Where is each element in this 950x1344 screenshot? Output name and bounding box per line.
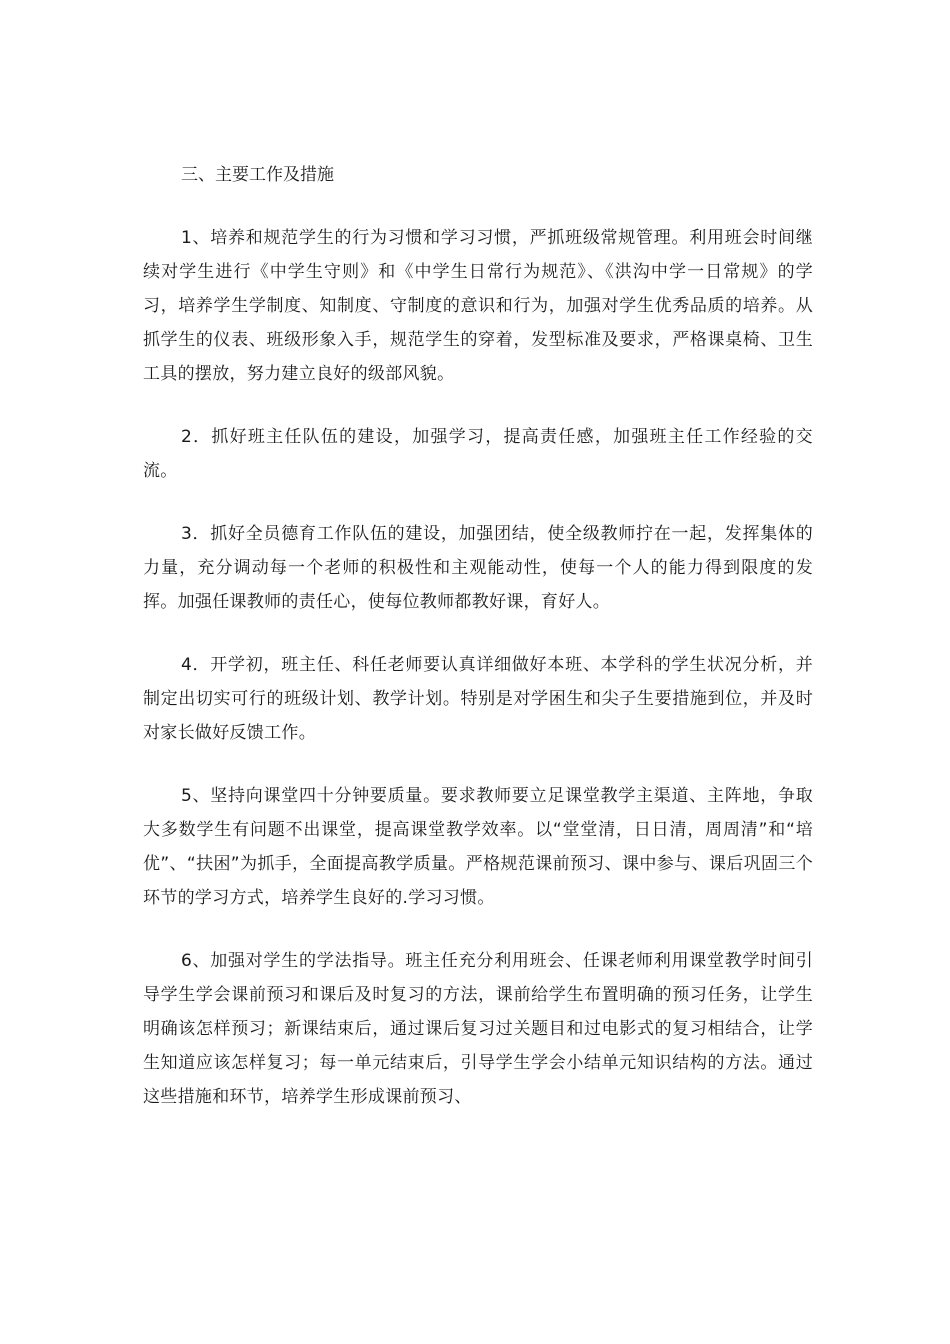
paragraph-6: 6、加强对学生的学法指导。班主任充分利用班会、任课老师利用课堂教学时间引导学生学会课前预习和课后及时复习的方法，课前给学生布置明确的预习任务，让学生明确该怎样预习；新课结束后，通过课后复习过关题目和过电影式的复习相结合，让学生知道应该怎样复习；每一单元结束后，引导学生学会小结单元知识结构的方法。通过这些措施和环节，培养学生形成课前预习、	[143, 951, 813, 1107]
paragraph-4: 4．开学初，班主任、科任老师要认真详细做好本班、本学科的学生状况分析，并制定出切实可行的班级计划、教学计划。特别是对学困生和尖子生要措施到位，并及时对家长做好反馈工作。	[143, 655, 813, 743]
paragraph-1: 1、培养和规范学生的行为习惯和学习习惯，严抓班级常规管理。利用班会时间继续对学生进行《中学生守则》和《中学生日常行为规范》、《洪沟中学一日常规》的学习，培养学生学制度、知制度、守制度的意识和行为，加强对学生优秀品质的培养。从抓学生的仪表、班级形象入手，规范学生的穿着，发型标准及要求，严格课桌椅、卫生工具的摆放，努力建立良好的级部风貌。	[143, 228, 813, 384]
paragraph-3: 3．抓好全员德育工作队伍的建设，加强团结，使全级教师拧在一起，发挥集体的力量，充分调动每一个老师的积极性和主观能动性，使每一个人的能力得到限度的发挥。加强任课教师的责任心，使每位教师都教好课，育好人。	[143, 524, 813, 612]
paragraph-2: 2．抓好班主任队伍的建设，加强学习，提高责任感，加强班主任工作经验的交流。	[143, 427, 813, 481]
section-heading: 三、主要工作及措施	[181, 165, 334, 185]
document-body	[143, 158, 813, 1114]
paragraph-5: 5、坚持向课堂四十分钟要质量。要求教师要立足课堂教学主渠道、主阵地，争取大多数学生有问题不出课堂，提高课堂教学效率。以“堂堂清，日日清，周周清”和“培优”、“扶困”为抓手，全面提高教学质量。严格规范课前预习、课中参与、课后巩固三个环节的学习方式，培养学生良好的.学习习惯。	[143, 786, 813, 908]
